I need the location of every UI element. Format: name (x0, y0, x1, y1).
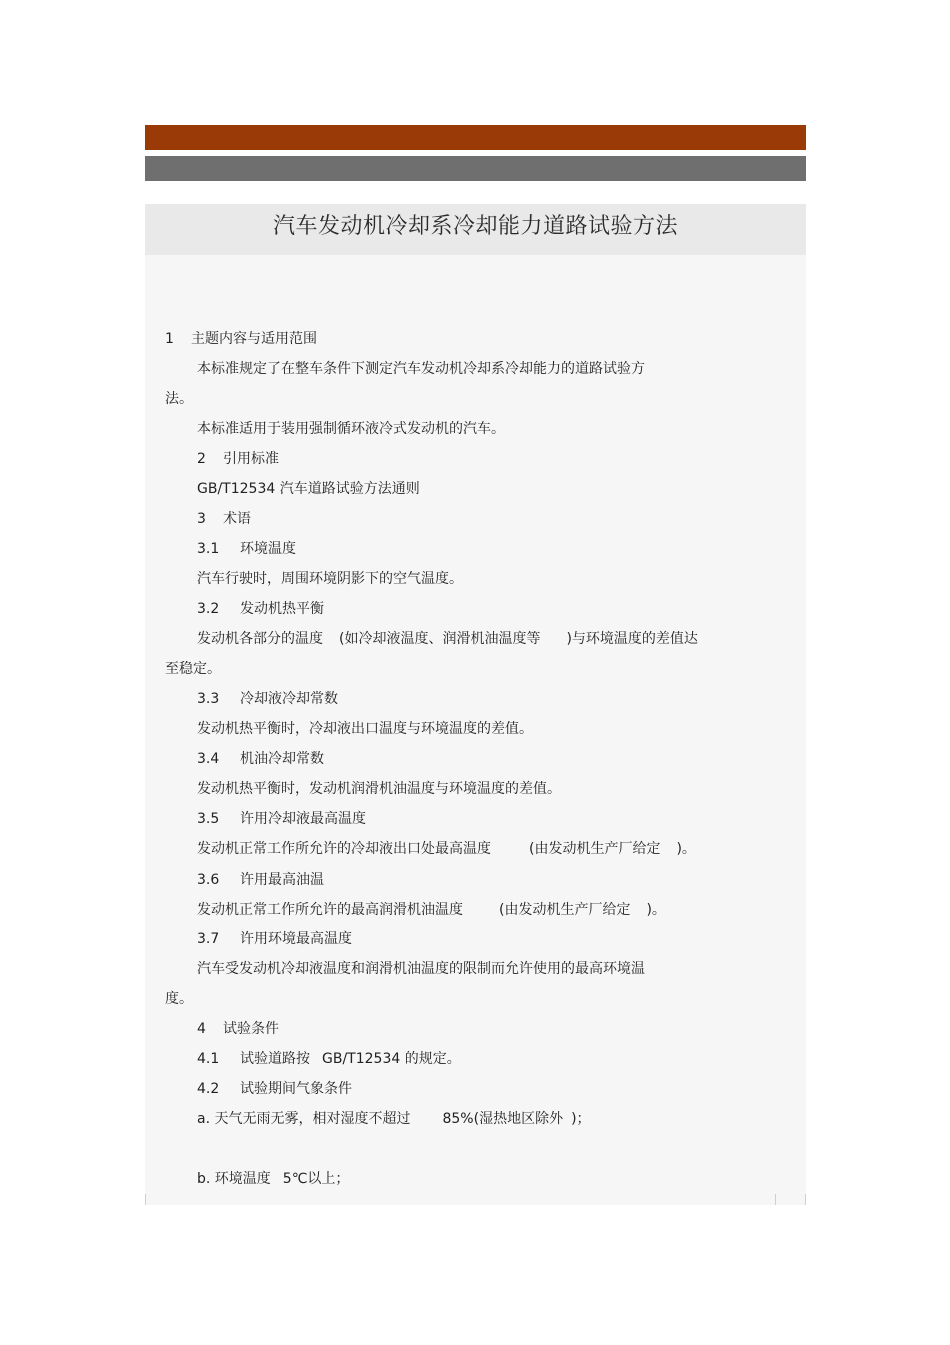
subsection-heading: 3.3 冷却液冷却常数 (197, 691, 338, 707)
paragraph: 发动机正常工作所允许的冷却液出口处最高温度 (由发动机生产厂给定 )。 (197, 841, 696, 857)
subsection-heading: 3.1 环境温度 (197, 541, 296, 557)
header-bar-gray (145, 156, 806, 181)
subsection-heading: 4.2 试验期间气象条件 (197, 1081, 352, 1097)
subsection-heading: 4.1 试验道路按 GB/T12534 的规定。 (197, 1051, 461, 1067)
list-item: a. 天气无雨无雾，相对湿度不超过 85%(湿热地区除外 )； (197, 1111, 591, 1127)
page-edge-mark (145, 1194, 146, 1205)
header-bar-rust (145, 125, 806, 150)
subsection-heading: 3.6 许用最高油温 (197, 872, 324, 888)
paragraph-continuation: 度。 (165, 991, 193, 1007)
paragraph: 汽车行驶时，周围环境阴影下的空气温度。 (197, 571, 463, 587)
paragraph: GB/T12534 汽车道路试验方法通则 (197, 481, 420, 497)
section-2-heading: 2 引用标准 (197, 451, 279, 467)
list-item: b. 环境温度 5℃以上； (197, 1171, 350, 1187)
section-1-heading: 1 主题内容与适用范围 (165, 331, 317, 347)
subsection-heading: 3.7 许用环境最高温度 (197, 931, 352, 947)
subsection-heading: 3.5 许用冷却液最高温度 (197, 811, 366, 827)
page-edge-mark (805, 1194, 806, 1205)
document-title: 汽车发动机冷却系冷却能力道路试验方法 (272, 214, 678, 239)
document-page (145, 204, 806, 1205)
paragraph-continuation: 至稳定。 (165, 661, 221, 677)
subsection-heading: 3.4 机油冷却常数 (197, 751, 324, 767)
paragraph-continuation: 法。 (165, 391, 193, 407)
paragraph: 发动机各部分的温度 (如冷却液温度、润滑机油温度等 )与环境温度的差值达 (197, 631, 698, 647)
paragraph: 本标准规定了在整车条件下测定汽车发动机冷却系冷却能力的道路试验方 (197, 361, 645, 377)
paragraph: 汽车受发动机冷却液温度和润滑机油温度的限制而允许使用的最高环境温 (197, 961, 645, 977)
paragraph: 发动机热平衡时，发动机润滑机油温度与环境温度的差值。 (197, 781, 561, 797)
paragraph: 发动机热平衡时，冷却液出口温度与环境温度的差值。 (197, 721, 533, 737)
paragraph: 发动机正常工作所允许的最高润滑机油温度 (由发动机生产厂给定 )。 (197, 902, 666, 918)
subsection-heading: 3.2 发动机热平衡 (197, 601, 324, 617)
section-3-heading: 3 术语 (197, 511, 251, 527)
paragraph: 本标准适用于装用强制循环液冷式发动机的汽车。 (197, 421, 505, 437)
section-4-heading: 4 试验条件 (197, 1021, 279, 1037)
page-edge-mark (775, 1194, 776, 1205)
